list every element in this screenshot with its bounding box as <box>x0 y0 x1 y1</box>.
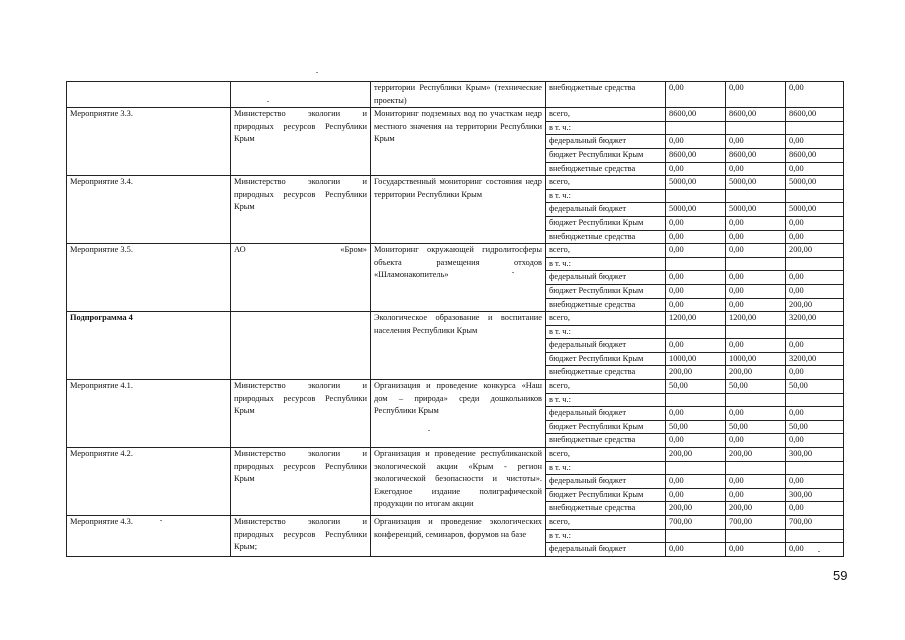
amount-year-2: 200,00 <box>726 502 786 516</box>
executor-cell <box>231 82 371 108</box>
amount-year-2 <box>726 529 786 543</box>
amount-year-2: 0,00 <box>726 82 786 108</box>
amount-year-3: 300,00 <box>786 448 844 462</box>
funding-source-label: внебюджетные средства <box>546 434 666 448</box>
measure-description: Экологическое образование и воспитание населения Республики Крым <box>371 312 546 380</box>
funding-source-label: в т. ч.: <box>546 189 666 203</box>
measure-name: Подпрограмма 4 <box>67 312 231 380</box>
measure-name: Мероприятие 4.1. <box>67 380 231 448</box>
amount-year-2: 0,00 <box>726 135 786 149</box>
amount-year-3: 0,00 <box>786 339 844 353</box>
amount-year-1: 0,00 <box>666 162 726 176</box>
funding-source-label: внебюджетные средства <box>546 366 666 380</box>
funding-source-label: в т. ч.: <box>546 257 666 271</box>
amount-year-3 <box>786 325 844 339</box>
amount-year-2 <box>726 121 786 135</box>
funding-source-label: всего, <box>546 312 666 326</box>
funding-source-label: внебюджетные средства <box>546 298 666 312</box>
scan-speck <box>818 551 820 552</box>
funding-source-label: федеральный бюджет <box>546 339 666 353</box>
measure-description: Мониторинг подземных вод по участкам недр местного значения на территории Республики Крым <box>371 108 546 176</box>
amount-year-2: 50,00 <box>726 380 786 394</box>
amount-year-2: 700,00 <box>726 516 786 530</box>
table-row <box>67 312 844 326</box>
funding-source-label: бюджет Республики Крым <box>546 284 666 298</box>
measure-description: Мониторинг окружающей гидролитосферы объекта размещения отходов «Шламонакопитель» <box>371 244 546 312</box>
funding-source-label: внебюджетные средства <box>546 502 666 516</box>
executor-cell: Министерство экологии и природных ресурсов Республики Крым <box>231 176 371 244</box>
executor-cell: Министерство экологии и природных ресурсов Республики Крым; <box>231 516 371 557</box>
measure-description: Организация и проведение республиканской экологической акции «Крым - регион экологической безопасности и чистоты». Ежегодное издание полиграфической продукции по итогам акции <box>371 448 546 516</box>
amount-year-1: 0,00 <box>666 216 726 230</box>
amount-year-1: 0,00 <box>666 135 726 149</box>
amount-year-1: 200,00 <box>666 448 726 462</box>
amount-year-3: 0,00 <box>786 284 844 298</box>
funding-source-label: всего, <box>546 448 666 462</box>
funding-source-label: федеральный бюджет <box>546 135 666 149</box>
program-financing-table <box>66 81 844 557</box>
amount-year-2: 0,00 <box>726 271 786 285</box>
amount-year-1: 0,00 <box>666 230 726 244</box>
executor-cell: Министерство экологии и природных ресурсов Республики Крым <box>231 380 371 448</box>
amount-year-3: 3200,00 <box>786 312 844 326</box>
amount-year-2: 8600,00 <box>726 108 786 122</box>
measure-description: территории Республики Крым» (технические проекты) <box>371 82 546 108</box>
amount-year-3: 200,00 <box>786 244 844 258</box>
amount-year-3: 0,00 <box>786 366 844 380</box>
amount-year-2: 0,00 <box>726 162 786 176</box>
funding-source-label: в т. ч.: <box>546 325 666 339</box>
funding-source-label: федеральный бюджет <box>546 203 666 217</box>
measure-name: Мероприятие 4.3. <box>67 516 231 557</box>
table-row <box>67 176 844 190</box>
scan-speck <box>512 272 514 273</box>
amount-year-3: 5000,00 <box>786 176 844 190</box>
measure-name: Мероприятие 3.5. <box>67 244 231 312</box>
funding-source-label: федеральный бюджет <box>546 543 666 557</box>
amount-year-2: 5000,00 <box>726 203 786 217</box>
funding-source-label: федеральный бюджет <box>546 271 666 285</box>
amount-year-2: 0,00 <box>726 475 786 489</box>
amount-year-3: 300,00 <box>786 488 844 502</box>
amount-year-2: 1200,00 <box>726 312 786 326</box>
amount-year-2: 0,00 <box>726 216 786 230</box>
amount-year-3: 0,00 <box>786 475 844 489</box>
table-row <box>67 516 844 530</box>
amount-year-2 <box>726 461 786 475</box>
measure-description: Организация и проведение конкурса «Наш дом – природа» среди дошкольников Республики Крым <box>371 380 546 448</box>
amount-year-1: 200,00 <box>666 366 726 380</box>
amount-year-2 <box>726 189 786 203</box>
amount-year-1: 0,00 <box>666 82 726 108</box>
amount-year-1: 50,00 <box>666 380 726 394</box>
amount-year-1: 0,00 <box>666 298 726 312</box>
table-row <box>67 244 844 258</box>
amount-year-1: 0,00 <box>666 434 726 448</box>
amount-year-3: 5000,00 <box>786 203 844 217</box>
funding-source-label: федеральный бюджет <box>546 407 666 421</box>
amount-year-3: 0,00 <box>786 230 844 244</box>
funding-source-label: бюджет Республики Крым <box>546 488 666 502</box>
page-number: 59 <box>833 568 848 583</box>
amount-year-3: 0,00 <box>786 135 844 149</box>
amount-year-1 <box>666 393 726 407</box>
executor-cell: Министерство экологии и природных ресурсов Республики Крым <box>231 108 371 176</box>
amount-year-3 <box>786 393 844 407</box>
funding-source-label: всего, <box>546 108 666 122</box>
funding-source-label: бюджет Республики Крым <box>546 216 666 230</box>
amount-year-3: 3200,00 <box>786 352 844 366</box>
amount-year-1: 0,00 <box>666 475 726 489</box>
amount-year-2: 0,00 <box>726 230 786 244</box>
funding-source-label: внебюджетные средства <box>546 162 666 176</box>
funding-source-label: всего, <box>546 244 666 258</box>
executor-cell <box>231 312 371 380</box>
funding-source-label: внебюджетные средства <box>546 230 666 244</box>
measure-description: Государственный мониторинг состояния недр территории Республики Крым <box>371 176 546 244</box>
executor-cell: Министерство экологии и природных ресурсов Республики Крым <box>231 448 371 516</box>
amount-year-1: 0,00 <box>666 543 726 557</box>
scan-speck <box>428 430 430 431</box>
scan-speck <box>316 72 318 73</box>
amount-year-2: 0,00 <box>726 407 786 421</box>
amount-year-1: 0,00 <box>666 339 726 353</box>
amount-year-2: 0,00 <box>726 543 786 557</box>
amount-year-1: 0,00 <box>666 488 726 502</box>
funding-source-label: федеральный бюджет <box>546 475 666 489</box>
amount-year-3: 50,00 <box>786 380 844 394</box>
amount-year-3: 0,00 <box>786 502 844 516</box>
amount-year-3: 0,00 <box>786 434 844 448</box>
amount-year-1: 0,00 <box>666 244 726 258</box>
funding-source-label: бюджет Республики Крым <box>546 148 666 162</box>
measure-name <box>67 82 231 108</box>
amount-year-1 <box>666 529 726 543</box>
amount-year-2 <box>726 393 786 407</box>
amount-year-3: 0,00 <box>786 216 844 230</box>
amount-year-1 <box>666 461 726 475</box>
amount-year-2: 200,00 <box>726 366 786 380</box>
amount-year-3: 0,00 <box>786 543 844 557</box>
amount-year-3 <box>786 257 844 271</box>
amount-year-1 <box>666 325 726 339</box>
table-row <box>67 380 844 394</box>
measure-description: Организация и проведение экологических конференций, семинаров, форумов на базе <box>371 516 546 557</box>
amount-year-2: 8600,00 <box>726 148 786 162</box>
table-row <box>67 108 844 122</box>
amount-year-3: 0,00 <box>786 162 844 176</box>
funding-source-label: бюджет Республики Крым <box>546 352 666 366</box>
amount-year-3 <box>786 121 844 135</box>
table-row <box>67 448 844 462</box>
amount-year-3: 0,00 <box>786 407 844 421</box>
funding-source-label: всего, <box>546 516 666 530</box>
amount-year-3: 8600,00 <box>786 108 844 122</box>
funding-source-label: в т. ч.: <box>546 529 666 543</box>
measure-name: Мероприятие 4.2. <box>67 448 231 516</box>
funding-source-label: в т. ч.: <box>546 121 666 135</box>
funding-source-label: всего, <box>546 176 666 190</box>
amount-year-3: 0,00 <box>786 82 844 108</box>
amount-year-2: 0,00 <box>726 298 786 312</box>
amount-year-1 <box>666 121 726 135</box>
amount-year-2: 5000,00 <box>726 176 786 190</box>
amount-year-2: 0,00 <box>726 284 786 298</box>
amount-year-2: 200,00 <box>726 448 786 462</box>
amount-year-1: 1000,00 <box>666 352 726 366</box>
amount-year-2: 0,00 <box>726 339 786 353</box>
amount-year-2: 0,00 <box>726 244 786 258</box>
amount-year-1 <box>666 189 726 203</box>
amount-year-3: 50,00 <box>786 420 844 434</box>
amount-year-3 <box>786 189 844 203</box>
table-row <box>67 82 844 108</box>
scan-speck <box>267 101 269 102</box>
amount-year-2 <box>726 325 786 339</box>
amount-year-1: 5000,00 <box>666 176 726 190</box>
amount-year-1: 5000,00 <box>666 203 726 217</box>
measure-name: Мероприятие 3.4. <box>67 176 231 244</box>
amount-year-1: 0,00 <box>666 407 726 421</box>
amount-year-2 <box>726 257 786 271</box>
amount-year-1 <box>666 257 726 271</box>
amount-year-2: 1000,00 <box>726 352 786 366</box>
funding-source-label: в т. ч.: <box>546 393 666 407</box>
amount-year-1: 0,00 <box>666 271 726 285</box>
amount-year-1: 200,00 <box>666 502 726 516</box>
funding-source-label: внебюджетные средства <box>546 82 666 108</box>
executor-cell: АО «Бром» <box>231 244 371 312</box>
amount-year-1: 1200,00 <box>666 312 726 326</box>
amount-year-3: 0,00 <box>786 271 844 285</box>
amount-year-3: 700,00 <box>786 516 844 530</box>
amount-year-3 <box>786 529 844 543</box>
funding-source-label: в т. ч.: <box>546 461 666 475</box>
amount-year-3 <box>786 461 844 475</box>
amount-year-3: 200,00 <box>786 298 844 312</box>
funding-source-label: бюджет Республики Крым <box>546 420 666 434</box>
amount-year-1: 50,00 <box>666 420 726 434</box>
amount-year-1: 0,00 <box>666 284 726 298</box>
amount-year-1: 8600,00 <box>666 108 726 122</box>
amount-year-2: 50,00 <box>726 420 786 434</box>
measure-name: Мероприятие 3.3. <box>67 108 231 176</box>
amount-year-2: 0,00 <box>726 488 786 502</box>
scan-speck <box>160 520 162 521</box>
amount-year-1: 8600,00 <box>666 148 726 162</box>
amount-year-3: 8600,00 <box>786 148 844 162</box>
amount-year-2: 0,00 <box>726 434 786 448</box>
amount-year-1: 700,00 <box>666 516 726 530</box>
funding-source-label: всего, <box>546 380 666 394</box>
